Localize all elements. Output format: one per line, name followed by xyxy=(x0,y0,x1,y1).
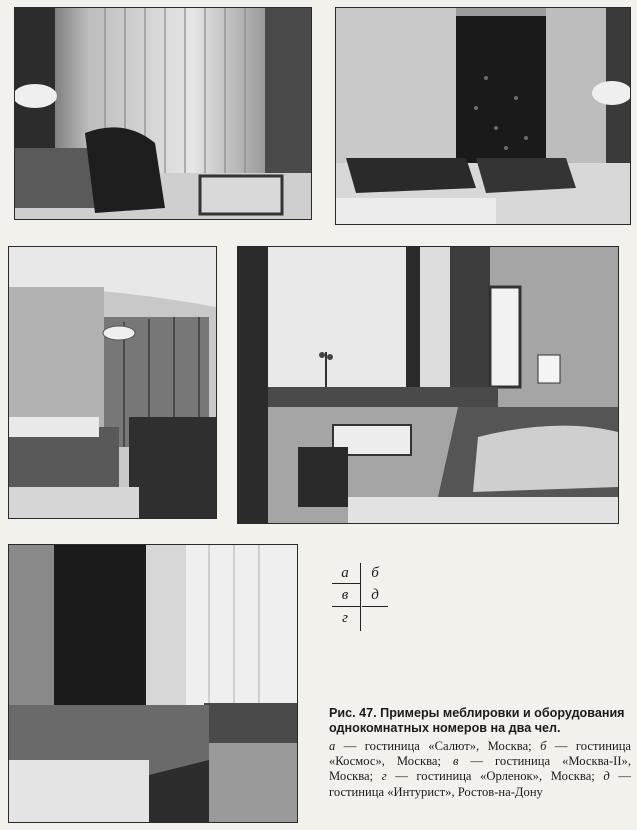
key-v: в xyxy=(341,587,349,603)
photo-a xyxy=(14,7,312,220)
key-b: б xyxy=(371,565,379,581)
legend-text: гостиница «Салют», Москва; xyxy=(364,739,532,753)
key-a: а xyxy=(341,565,349,581)
legend-text: гостиница «Орленок», Москва; xyxy=(416,769,595,784)
legend-text: гостиница «Интурист», Ростов-на-Дону xyxy=(329,784,543,799)
photo-v xyxy=(8,246,217,519)
key-d: д xyxy=(371,587,379,603)
key-divider xyxy=(362,606,388,607)
legend-letter: б xyxy=(540,739,547,753)
figure-label: Рис. 47. xyxy=(329,706,377,720)
legend-dash: — xyxy=(395,769,408,784)
photo-b xyxy=(335,7,631,225)
figure-caption xyxy=(329,706,631,800)
layout-key xyxy=(328,563,390,633)
key-vertical-rule xyxy=(360,563,361,631)
legend-dash: — xyxy=(618,769,631,784)
legend-letter: в xyxy=(452,754,459,769)
key-divider xyxy=(332,583,360,584)
key-divider xyxy=(332,606,360,607)
legend-text: гостиница «Космос», Москва; xyxy=(329,739,632,769)
legend-letter: а xyxy=(329,739,336,753)
legend-letter: г xyxy=(381,769,387,784)
legend-text: гостиница «Москва-II», Москва; xyxy=(329,754,632,784)
photo-g xyxy=(237,246,619,524)
legend-dash: — xyxy=(343,739,357,753)
figure-title: Примеры меблировки и оборудования однокомнатных номеров на два чел. xyxy=(329,706,625,735)
key-g: г xyxy=(342,610,348,626)
legend-letter: д xyxy=(603,769,610,784)
caption-title xyxy=(329,706,631,736)
legend-dash: — xyxy=(554,739,568,753)
caption-legend xyxy=(329,739,631,800)
legend-dash: — xyxy=(470,754,484,769)
photo-d xyxy=(8,544,298,823)
